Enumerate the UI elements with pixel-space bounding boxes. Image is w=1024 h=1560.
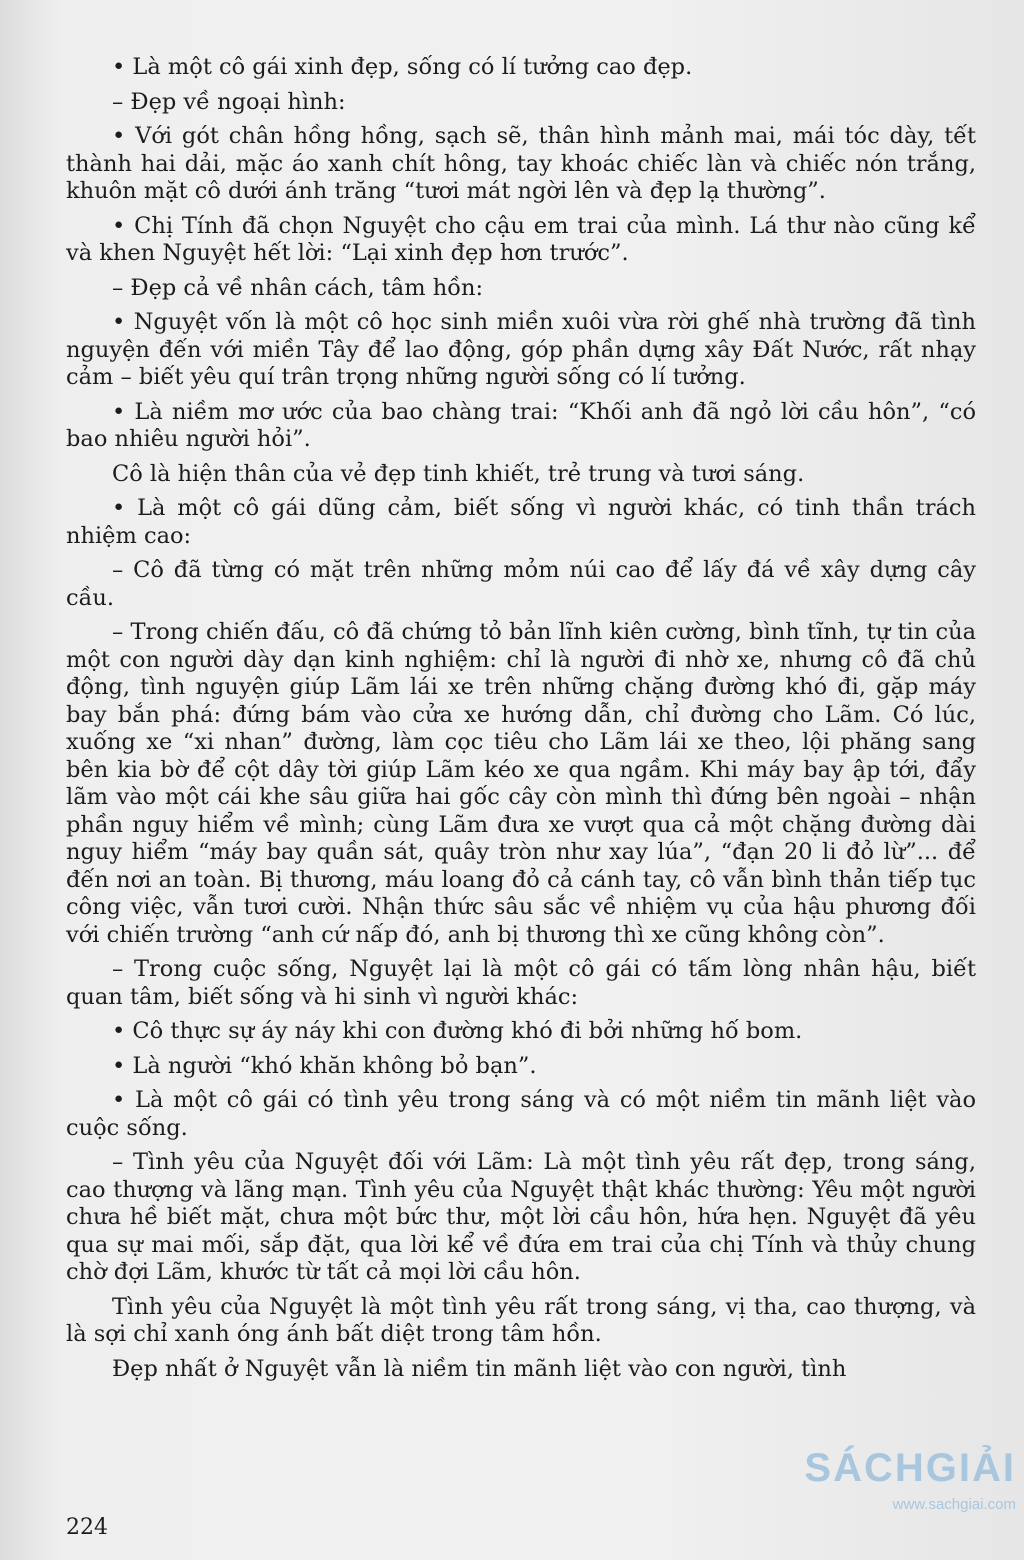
paragraph: • Là một cô gái dũng cảm, biết sống vì người khác, có tinh thần trách nhiệm cao: xyxy=(66,495,976,549)
paragraph: • Cô thực sự áy náy khi con đường khó đi bởi những hố bom. xyxy=(112,1018,803,1044)
paragraph: Đẹp nhất ở Nguyệt vẫn là niềm tin mãnh liệt vào con người, tình xyxy=(112,1355,847,1382)
paragraph: • Là một cô gái xinh đẹp, sống có lí tưởng cao đẹp. xyxy=(112,54,693,80)
paragraph: – Trong cuộc sống, Nguyệt lại là một cô gái có tấm lòng nhân hậu, biết quan tâm, biết sống và hi sinh vì người khác: xyxy=(66,956,976,1010)
paragraph: – Tình yêu của Nguyệt đối với Lãm: Là một tình yêu rất đẹp, trong sáng, cao thượng và lãng mạn. Tình yêu của Nguyệt thật khác thường: Yêu một người chưa hề biết mặt, chưa một bức thư, một lời cầu hôn, hứa hẹn. Nguyệt đã yêu qua sự mai mối, sắp đặt, qua lời kể về đứa em trai của chị Tính và thủy chung chờ đợi Lãm, khước từ tất cả mọi lời cầu hôn. xyxy=(66,1149,976,1285)
paragraph: – Trong chiến đấu, cô đã chứng tỏ bản lĩnh kiên cường, bình tĩnh, tự tin của một con người dày dạn kinh nghiệm: chỉ là người đi nhờ xe, nhưng cô đã chủ động, tình nguyện giúp Lãm lái xe trên những chặng đường khó đi, gặp máy bay bắn phá: đứng bám vào cửa xe hướng dẫn, chỉ đường cho Lãm. Có lúc, xuống xe “xi nhan” đường, làm cọc tiêu cho Lãm lái xe theo, lội phăng sang bên kia bờ để cột dây tời giúp Lãm kéo xe qua ngầm. Khi máy bay ập tới, đẩy lãm vào một cái khe sâu giữa hai gốc cây còn mình thì đứng bên ngoài – nhận phần nguy hiểm về mình; cùng Lãm đưa xe vượt qua cả một chặng đường dài nguy hiểm “máy bay quần sát, quây tròn như xay lúa”, “đạn 20 li đỏ lừ”... để đến nơi an toàn. Bị thương, máu loang đỏ cả cánh tay, cô vẫn bình thản tiếp tục công việc, vẫn tươi cười. Nhận thức sâu sắc về nhiệm vụ của hậu phương đối với chiến trường “anh cứ nấp đó, anh bị thương thì xe cũng không còn”. xyxy=(66,619,976,948)
watermark-logo xyxy=(804,1446,1016,1513)
watermark-url: www.sachgiai.com xyxy=(892,1496,1016,1513)
watermark-logo-text: SÁCHGIẢI xyxy=(804,1446,1016,1490)
paragraph: – Đẹp về ngoại hình: xyxy=(112,88,346,115)
paragraph: • Với gót chân hồng hồng, sạch sẽ, thân hình mảnh mai, mái tóc dày, tết thành hai dải, mặc áo xanh chít hông, tay khoác chiếc làn và chiếc nón trắng, khuôn mặt cô dưới ánh trăng “tươi mát ngời lên và đẹp lạ thường”. xyxy=(66,123,976,204)
paragraph: • Là người “khó khăn không bỏ bạn”. xyxy=(112,1052,537,1079)
paragraph: – Cô đã từng có mặt trên những mỏm núi cao để lấy đá về xây dựng cây cầu. xyxy=(66,557,976,611)
paragraph: – Đẹp cả về nhân cách, tâm hồn: xyxy=(112,274,484,301)
paragraph: • Là niềm mơ ước của bao chàng trai: “Khối anh đã ngỏ lời cầu hôn”, “có bao nhiêu người hỏi”. xyxy=(66,398,976,452)
page-number: 224 xyxy=(66,1515,108,1540)
paragraph: Cô là hiện thân của vẻ đẹp tinh khiết, trẻ trung và tươi sáng. xyxy=(112,460,805,487)
paragraph: • Chị Tính đã chọn Nguyệt cho cậu em trai của mình. Lá thư nào cũng kể và khen Nguyệt hết lời: “Lại xinh đẹp hơn trước”. xyxy=(66,212,976,266)
paragraph: Tình yêu của Nguyệt là một tình yêu rất trong sáng, vị tha, cao thượng, và là sợi chỉ xanh óng ánh bất diệt trong tâm hồn. xyxy=(66,1293,976,1347)
paragraph: • Nguyệt vốn là một cô học sinh miền xuôi vừa rời ghế nhà trường đã tình nguyện đến với miền Tây để lao động, góp phần dựng xây Đất Nước, rất nhạy cảm – biết yêu quí trân trọng những người sống có lí tưởng. xyxy=(66,309,976,390)
paragraph: • Là một cô gái có tình yêu trong sáng và có một niềm tin mãnh liệt vào cuộc sống. xyxy=(66,1087,976,1141)
body-text xyxy=(66,54,976,1390)
